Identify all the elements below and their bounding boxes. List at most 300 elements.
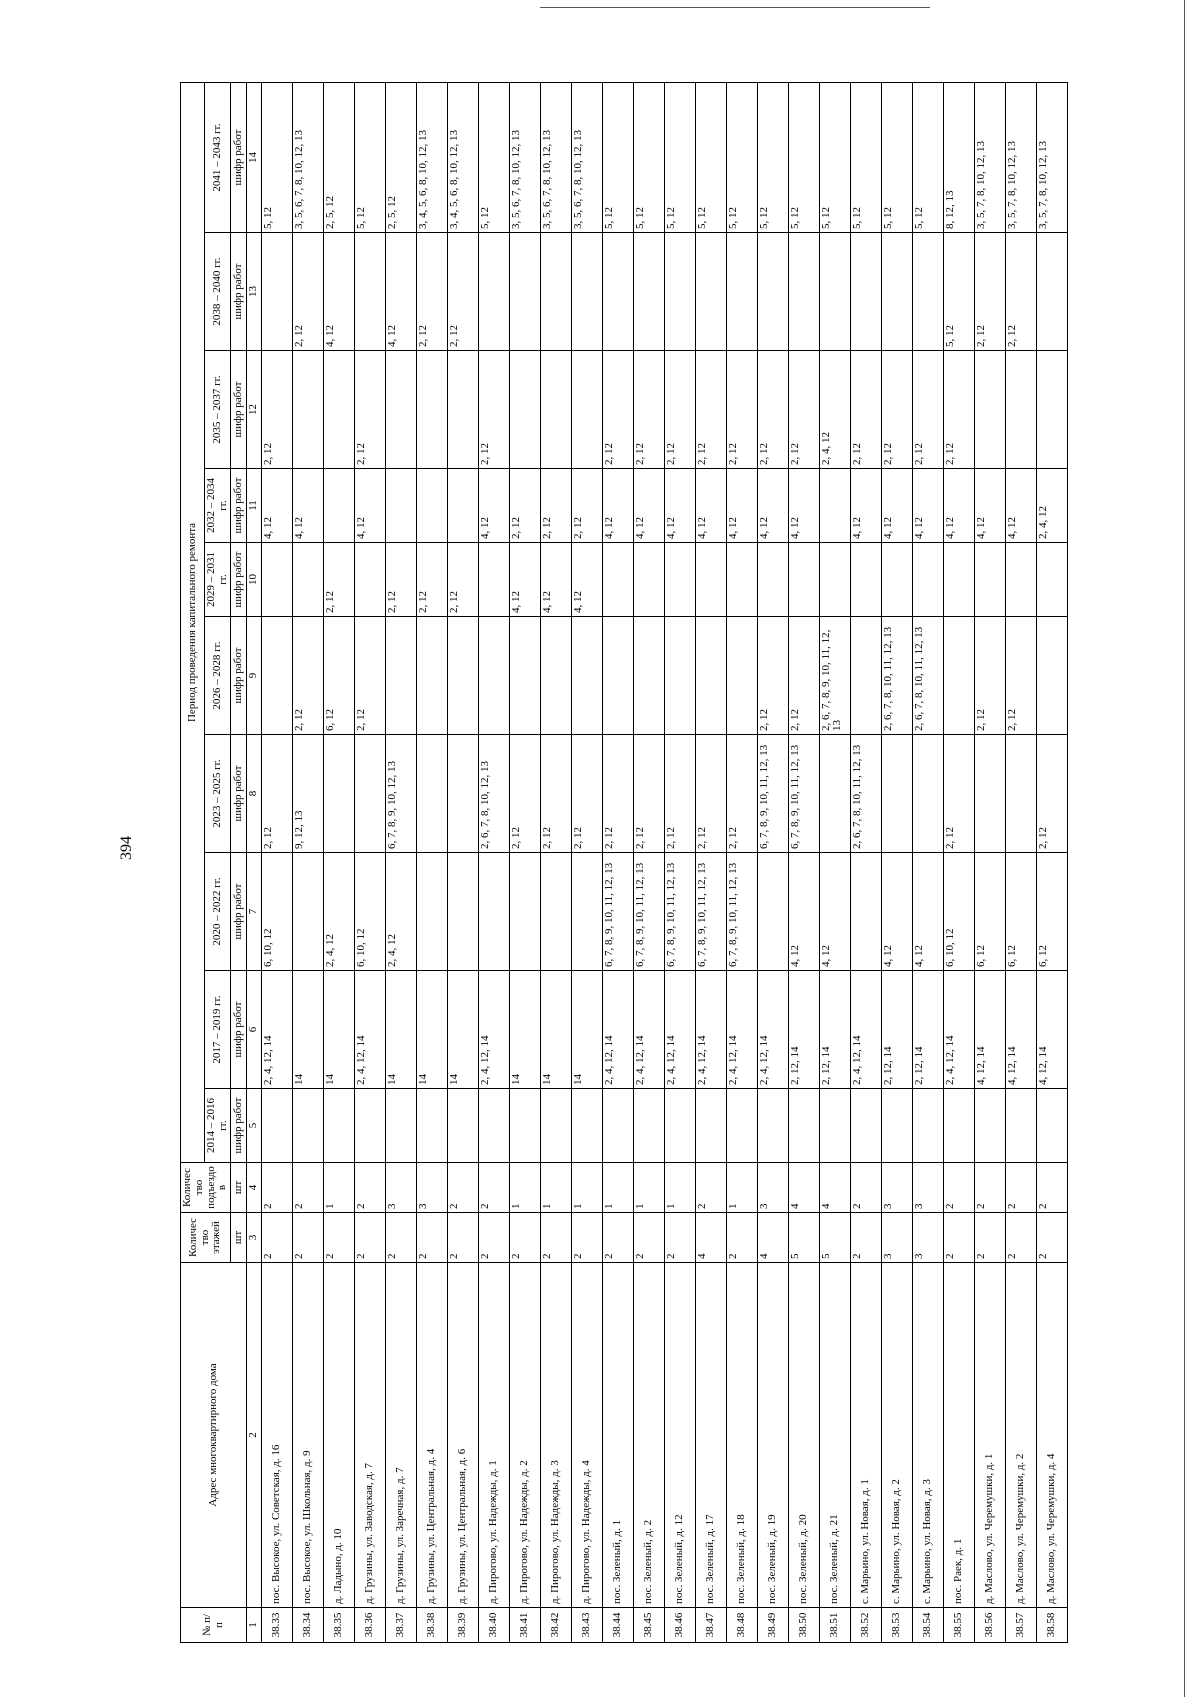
row-cipher-cell: 2, 12 bbox=[292, 233, 323, 351]
row-floors: 3 bbox=[912, 1213, 943, 1263]
row-cipher-cell: 2, 12 bbox=[633, 735, 664, 853]
row-cipher-cell: 4, 12 bbox=[354, 469, 385, 543]
row-floors: 2 bbox=[943, 1213, 974, 1263]
table-row bbox=[943, 82, 974, 1642]
row-cipher-cell: 2, 12 bbox=[292, 617, 323, 735]
row-cipher-cell bbox=[261, 233, 292, 351]
row-entrances: 2 bbox=[292, 1163, 323, 1213]
row-cipher-cell: 2, 12 bbox=[602, 351, 633, 469]
header-cipher-9: шифр работ bbox=[231, 233, 247, 351]
row-cipher-cell: 2, 12 bbox=[602, 735, 633, 853]
row-cipher-cell bbox=[354, 735, 385, 853]
row-cipher-cell bbox=[385, 1089, 416, 1163]
row-cipher-cell: 4, 12 bbox=[664, 469, 695, 543]
header-column-number: 10 bbox=[247, 543, 262, 617]
row-cipher-cell bbox=[912, 1089, 943, 1163]
row-cipher-cell: 2, 12 bbox=[571, 469, 602, 543]
row-cipher-cell bbox=[261, 1089, 292, 1163]
row-entrances: 3 bbox=[385, 1163, 416, 1213]
row-cipher-cell: 3, 5, 6, 7, 8, 10, 12, 13 bbox=[292, 82, 323, 232]
row-cipher-cell bbox=[943, 617, 974, 735]
header-period-1: 2014 – 2016 гг. bbox=[205, 1089, 231, 1163]
row-cipher-cell bbox=[881, 735, 912, 853]
table-row bbox=[602, 82, 633, 1642]
row-cipher-cell bbox=[1005, 351, 1036, 469]
row-cipher-cell bbox=[447, 1089, 478, 1163]
header-column-number: 2 bbox=[247, 1263, 262, 1608]
row-cipher-cell: 4, 12 bbox=[385, 233, 416, 351]
row-cipher-cell: 5, 12 bbox=[819, 82, 850, 232]
header-period-2: 2017 – 2019 гг. bbox=[205, 971, 231, 1089]
row-floors: 2 bbox=[416, 1213, 447, 1263]
row-entrances: 2 bbox=[447, 1163, 478, 1213]
row-floors: 2 bbox=[664, 1213, 695, 1263]
table-row bbox=[819, 82, 850, 1642]
row-cipher-cell: 2, 12 bbox=[757, 351, 788, 469]
row-cipher-cell: 6, 12 bbox=[974, 853, 1005, 971]
row-cipher-cell: 14 bbox=[540, 971, 571, 1089]
row-number: 38.36 bbox=[354, 1608, 385, 1643]
row-entrances: 2 bbox=[261, 1163, 292, 1213]
table-row bbox=[1005, 82, 1036, 1642]
row-cipher-cell: 6, 7, 8, 9, 10, 11, 12, 13 bbox=[695, 853, 726, 971]
row-cipher-cell: 6, 12 bbox=[1036, 853, 1067, 971]
row-cipher-cell: 5, 12 bbox=[757, 82, 788, 232]
row-floors: 5 bbox=[819, 1213, 850, 1263]
row-cipher-cell: 2, 6, 7, 8, 10, 11, 12, 13 bbox=[912, 617, 943, 735]
row-cipher-cell: 2, 4, 12, 14 bbox=[695, 971, 726, 1089]
row-cipher-cell bbox=[571, 853, 602, 971]
row-cipher-cell: 6, 10, 12 bbox=[943, 853, 974, 971]
row-cipher-cell: 2, 12 bbox=[695, 351, 726, 469]
row-cipher-cell: 2, 12 bbox=[695, 735, 726, 853]
row-cipher-cell bbox=[664, 1089, 695, 1163]
row-cipher-cell bbox=[633, 617, 664, 735]
header-column-number: 9 bbox=[247, 617, 262, 735]
row-cipher-cell bbox=[850, 617, 881, 735]
row-cipher-cell bbox=[416, 469, 447, 543]
row-cipher-cell: 2, 4, 12, 14 bbox=[664, 971, 695, 1089]
header-period-10: 2041 – 2043 гг. bbox=[205, 82, 231, 232]
row-address: д. Пирогово, ул. Надежды, д. 3 bbox=[540, 1263, 571, 1608]
row-cipher-cell bbox=[602, 233, 633, 351]
header-entrances-unit: шт bbox=[231, 1163, 247, 1213]
row-cipher-cell: 2, 12 bbox=[385, 543, 416, 617]
row-cipher-cell bbox=[757, 233, 788, 351]
row-cipher-cell: 2, 12 bbox=[726, 735, 757, 853]
row-cipher-cell bbox=[757, 543, 788, 617]
row-cipher-cell bbox=[540, 351, 571, 469]
page-number: 394 bbox=[118, 836, 135, 860]
row-cipher-cell: 6, 7, 8, 9, 10, 12, 13 bbox=[385, 735, 416, 853]
header-period-8: 2035 – 2037 гг. bbox=[205, 351, 231, 469]
row-cipher-cell bbox=[509, 853, 540, 971]
row-cipher-cell: 4, 12 bbox=[323, 233, 354, 351]
table-row bbox=[261, 82, 292, 1642]
row-cipher-cell: 5, 12 bbox=[912, 82, 943, 232]
row-cipher-cell: 6, 7, 8, 9, 10, 11, 12, 13 bbox=[726, 853, 757, 971]
row-address: д. Грузины, ул. Центральная, д. 6 bbox=[447, 1263, 478, 1608]
header-cipher-3: шифр работ bbox=[231, 853, 247, 971]
row-cipher-cell: 14 bbox=[292, 971, 323, 1089]
row-cipher-cell: 2, 12, 14 bbox=[819, 971, 850, 1089]
row-entrances: 3 bbox=[416, 1163, 447, 1213]
row-cipher-cell: 4, 12 bbox=[602, 469, 633, 543]
row-cipher-cell bbox=[478, 617, 509, 735]
row-cipher-cell bbox=[633, 1089, 664, 1163]
row-entrances: 4 bbox=[819, 1163, 850, 1213]
row-cipher-cell bbox=[540, 617, 571, 735]
row-cipher-cell: 2, 4, 12, 14 bbox=[602, 971, 633, 1089]
row-cipher-cell bbox=[881, 1089, 912, 1163]
row-cipher-cell bbox=[478, 853, 509, 971]
row-cipher-cell: 6, 7, 8, 9, 10, 11, 12, 13 bbox=[664, 853, 695, 971]
row-address: д. Грузины, ул. Заречная, д. 7 bbox=[385, 1263, 416, 1608]
row-number: 38.37 bbox=[385, 1608, 416, 1643]
row-floors: 2 bbox=[292, 1213, 323, 1263]
header-entrances: Количество подъездов bbox=[181, 1163, 231, 1213]
row-cipher-cell bbox=[974, 735, 1005, 853]
row-number: 38.44 bbox=[602, 1608, 633, 1643]
table-row bbox=[292, 82, 323, 1642]
row-cipher-cell: 5, 12 bbox=[726, 82, 757, 232]
row-number: 38.46 bbox=[664, 1608, 695, 1643]
row-cipher-cell: 2, 12 bbox=[974, 617, 1005, 735]
table-row bbox=[416, 82, 447, 1642]
row-address: д. Маслово, ул. Черемушки, д. 1 bbox=[974, 1263, 1005, 1608]
row-cipher-cell bbox=[385, 469, 416, 543]
header-number: № п/п bbox=[181, 1608, 247, 1643]
row-cipher-cell bbox=[509, 1089, 540, 1163]
row-cipher-cell: 2, 12 bbox=[943, 735, 974, 853]
header-column-number: 14 bbox=[247, 82, 262, 232]
row-cipher-cell: 2, 4, 12, 14 bbox=[757, 971, 788, 1089]
row-floors: 2 bbox=[478, 1213, 509, 1263]
header-column-number: 11 bbox=[247, 469, 262, 543]
row-cipher-cell bbox=[788, 233, 819, 351]
row-address: с. Марьино, ул. Новая, д. 1 bbox=[850, 1263, 881, 1608]
row-cipher-cell bbox=[819, 735, 850, 853]
rotated-table-container bbox=[180, 83, 1057, 1643]
row-number: 38.58 bbox=[1036, 1608, 1067, 1643]
row-cipher-cell: 4, 12, 14 bbox=[974, 971, 1005, 1089]
row-cipher-cell bbox=[478, 543, 509, 617]
row-cipher-cell: 5, 12 bbox=[478, 82, 509, 232]
row-cipher-cell: 4, 12 bbox=[912, 469, 943, 543]
row-cipher-cell bbox=[850, 1089, 881, 1163]
row-cipher-cell: 2, 12 bbox=[478, 351, 509, 469]
row-cipher-cell: 14 bbox=[571, 971, 602, 1089]
row-cipher-cell: 5, 12 bbox=[602, 82, 633, 232]
row-number: 38.57 bbox=[1005, 1608, 1036, 1643]
table-row bbox=[385, 82, 416, 1642]
row-entrances: 2 bbox=[850, 1163, 881, 1213]
row-floors: 2 bbox=[602, 1213, 633, 1263]
row-cipher-cell: 6, 10, 12 bbox=[261, 853, 292, 971]
header-cipher-8: шифр работ bbox=[231, 351, 247, 469]
row-cipher-cell: 3, 5, 7, 8, 10, 12, 13 bbox=[974, 82, 1005, 232]
header-column-number: 3 bbox=[247, 1213, 262, 1263]
row-number: 38.35 bbox=[323, 1608, 354, 1643]
row-cipher-cell: 8, 12, 13 bbox=[943, 82, 974, 232]
header-column-number: 6 bbox=[247, 971, 262, 1089]
table-row bbox=[850, 82, 881, 1642]
row-cipher-cell bbox=[385, 617, 416, 735]
row-cipher-cell bbox=[788, 543, 819, 617]
row-entrances: 3 bbox=[881, 1163, 912, 1213]
row-cipher-cell bbox=[447, 617, 478, 735]
row-address: д. Грузины, ул. Заводская, д. 7 bbox=[354, 1263, 385, 1608]
row-cipher-cell: 4, 12 bbox=[540, 543, 571, 617]
row-number: 38.51 bbox=[819, 1608, 850, 1643]
row-cipher-cell bbox=[1036, 351, 1067, 469]
header-period: Период проведения капитального ремонта bbox=[181, 82, 205, 1162]
header-column-number: 8 bbox=[247, 735, 262, 853]
row-cipher-cell: 2, 12 bbox=[788, 617, 819, 735]
row-number: 38.48 bbox=[726, 1608, 757, 1643]
table-row bbox=[571, 82, 602, 1642]
row-cipher-cell: 4, 12 bbox=[509, 543, 540, 617]
row-cipher-cell bbox=[1005, 543, 1036, 617]
row-cipher-cell: 2, 12 bbox=[540, 469, 571, 543]
header-period-7: 2032 – 2034 гг. bbox=[205, 469, 231, 543]
row-cipher-cell: 6, 7, 8, 9, 10, 11, 12, 13 bbox=[788, 735, 819, 853]
header-period-3: 2020 – 2022 гг. bbox=[205, 853, 231, 971]
row-cipher-cell bbox=[416, 853, 447, 971]
header-floors: Количество этажей bbox=[181, 1213, 231, 1263]
header-cipher-6: шифр работ bbox=[231, 543, 247, 617]
row-cipher-cell: 2, 12 bbox=[261, 351, 292, 469]
header-period-9: 2038 – 2040 гг. bbox=[205, 233, 231, 351]
row-floors: 4 bbox=[695, 1213, 726, 1263]
row-cipher-cell: 6, 12 bbox=[323, 617, 354, 735]
row-cipher-cell: 4, 12 bbox=[912, 853, 943, 971]
row-cipher-cell: 2, 5, 12 bbox=[385, 82, 416, 232]
row-cipher-cell bbox=[819, 469, 850, 543]
row-entrances: 1 bbox=[633, 1163, 664, 1213]
table-row bbox=[1036, 82, 1067, 1642]
header-cipher-10: шифр работ bbox=[231, 82, 247, 232]
row-cipher-cell bbox=[292, 543, 323, 617]
row-address: д. Маслово, ул. Черемушки, д. 2 bbox=[1005, 1263, 1036, 1608]
row-cipher-cell: 4, 12 bbox=[292, 469, 323, 543]
row-cipher-cell: 4, 12 bbox=[633, 469, 664, 543]
header-period-6: 2029 – 2031 гг. bbox=[205, 543, 231, 617]
row-address: пос. Зеленый, д. 12 bbox=[664, 1263, 695, 1608]
row-cipher-cell: 6, 10, 12 bbox=[354, 853, 385, 971]
row-number: 38.52 bbox=[850, 1608, 881, 1643]
row-cipher-cell bbox=[571, 617, 602, 735]
row-cipher-cell bbox=[695, 233, 726, 351]
row-cipher-cell bbox=[571, 233, 602, 351]
header-period-4: 2023 – 2025 гг. bbox=[205, 735, 231, 853]
row-cipher-cell bbox=[850, 853, 881, 971]
scan-edge-line bbox=[540, 7, 930, 8]
row-cipher-cell: 5, 12 bbox=[788, 82, 819, 232]
header-cipher-5: шифр работ bbox=[231, 617, 247, 735]
row-floors: 2 bbox=[974, 1213, 1005, 1263]
row-cipher-cell: 2, 12 bbox=[261, 735, 292, 853]
row-cipher-cell: 2, 6, 7, 8, 10, 12, 13 bbox=[478, 735, 509, 853]
row-cipher-cell: 5, 12 bbox=[664, 82, 695, 232]
table-row bbox=[540, 82, 571, 1642]
row-cipher-cell bbox=[850, 233, 881, 351]
row-cipher-cell bbox=[943, 543, 974, 617]
row-cipher-cell: 14 bbox=[447, 971, 478, 1089]
row-cipher-cell: 6, 7, 8, 9, 10, 11, 12, 13 bbox=[757, 735, 788, 853]
row-cipher-cell bbox=[726, 233, 757, 351]
row-entrances: 1 bbox=[571, 1163, 602, 1213]
row-cipher-cell bbox=[850, 543, 881, 617]
row-cipher-cell: 2, 12 bbox=[726, 351, 757, 469]
row-cipher-cell: 4, 12 bbox=[788, 469, 819, 543]
row-cipher-cell bbox=[385, 351, 416, 469]
header-column-number: 5 bbox=[247, 1089, 262, 1163]
row-cipher-cell: 2, 4, 12 bbox=[819, 351, 850, 469]
row-cipher-cell: 2, 12 bbox=[509, 469, 540, 543]
row-cipher-cell: 4, 12 bbox=[881, 469, 912, 543]
row-cipher-cell: 2, 4, 12 bbox=[1036, 469, 1067, 543]
row-cipher-cell bbox=[261, 543, 292, 617]
row-cipher-cell: 2, 12 bbox=[1005, 617, 1036, 735]
row-number: 38.54 bbox=[912, 1608, 943, 1643]
row-cipher-cell: 14 bbox=[385, 971, 416, 1089]
row-cipher-cell: 4, 12 bbox=[819, 853, 850, 971]
header-floors-unit: шт bbox=[231, 1213, 247, 1263]
row-cipher-cell bbox=[261, 617, 292, 735]
row-entrances: 2 bbox=[1036, 1163, 1067, 1213]
row-cipher-cell: 3, 5, 6, 7, 8, 10, 12, 13 bbox=[540, 82, 571, 232]
row-cipher-cell: 6, 7, 8, 9, 10, 11, 12, 13 bbox=[633, 853, 664, 971]
row-cipher-cell: 2, 12, 14 bbox=[912, 971, 943, 1089]
row-cipher-cell bbox=[416, 1089, 447, 1163]
row-cipher-cell: 2, 4, 12, 14 bbox=[850, 971, 881, 1089]
row-floors: 4 bbox=[757, 1213, 788, 1263]
row-cipher-cell: 4, 12 bbox=[726, 469, 757, 543]
row-cipher-cell: 2, 12 bbox=[447, 543, 478, 617]
row-cipher-cell: 4, 12 bbox=[850, 469, 881, 543]
row-address: д. Ладыно, д. 10 bbox=[323, 1263, 354, 1608]
row-floors: 2 bbox=[323, 1213, 354, 1263]
row-cipher-cell: 2, 12 bbox=[354, 351, 385, 469]
row-address: с. Марьино, ул. Новая, д. 2 bbox=[881, 1263, 912, 1608]
table-row bbox=[881, 82, 912, 1642]
row-cipher-cell: 2, 4, 12, 14 bbox=[261, 971, 292, 1089]
row-address: пос. Зеленый, д. 18 bbox=[726, 1263, 757, 1608]
row-cipher-cell bbox=[540, 1089, 571, 1163]
row-entrances: 1 bbox=[664, 1163, 695, 1213]
row-cipher-cell: 2, 12 bbox=[633, 351, 664, 469]
row-floors: 2 bbox=[1005, 1213, 1036, 1263]
row-cipher-cell bbox=[1036, 1089, 1067, 1163]
row-number: 38.41 bbox=[509, 1608, 540, 1643]
row-cipher-cell bbox=[571, 351, 602, 469]
row-cipher-cell bbox=[757, 1089, 788, 1163]
row-cipher-cell bbox=[416, 735, 447, 853]
row-cipher-cell bbox=[974, 543, 1005, 617]
row-cipher-cell bbox=[509, 617, 540, 735]
row-cipher-cell: 5, 12 bbox=[633, 82, 664, 232]
table-row bbox=[757, 82, 788, 1642]
row-cipher-cell: 2, 4, 12, 14 bbox=[943, 971, 974, 1089]
row-cipher-cell: 2, 4, 12, 14 bbox=[633, 971, 664, 1089]
row-cipher-cell bbox=[323, 735, 354, 853]
row-address: пос. Зеленый, д. 20 bbox=[788, 1263, 819, 1608]
row-number: 38.39 bbox=[447, 1608, 478, 1643]
row-address: с. Марьино, ул. Новая, д. 3 bbox=[912, 1263, 943, 1608]
row-floors: 2 bbox=[540, 1213, 571, 1263]
row-cipher-cell bbox=[974, 351, 1005, 469]
row-cipher-cell bbox=[602, 543, 633, 617]
row-cipher-cell bbox=[1005, 1089, 1036, 1163]
row-entrances: 2 bbox=[695, 1163, 726, 1213]
row-cipher-cell bbox=[695, 543, 726, 617]
row-cipher-cell: 4, 12 bbox=[943, 469, 974, 543]
row-address: пос. Зеленый, д. 17 bbox=[695, 1263, 726, 1608]
row-cipher-cell bbox=[943, 1089, 974, 1163]
row-cipher-cell: 3, 4, 5, 6, 8, 10, 12, 13 bbox=[447, 82, 478, 232]
row-address: д. Пирогово, ул. Надежды, д. 1 bbox=[478, 1263, 509, 1608]
row-address: пос. Зеленый, д. 2 bbox=[633, 1263, 664, 1608]
row-cipher-cell bbox=[447, 853, 478, 971]
header-cipher-4: шифр работ bbox=[231, 735, 247, 853]
row-cipher-cell bbox=[602, 617, 633, 735]
header-cipher-1: шифр работ bbox=[231, 1089, 247, 1163]
row-cipher-cell bbox=[757, 853, 788, 971]
row-address: пос. Зеленый, д. 21 bbox=[819, 1263, 850, 1608]
row-cipher-cell: 2, 12 bbox=[757, 617, 788, 735]
row-cipher-cell: 4, 12 bbox=[571, 543, 602, 617]
row-cipher-cell: 3, 5, 6, 7, 8, 10, 12, 13 bbox=[571, 82, 602, 232]
row-number: 38.53 bbox=[881, 1608, 912, 1643]
row-cipher-cell bbox=[664, 543, 695, 617]
row-cipher-cell: 4, 12 bbox=[974, 469, 1005, 543]
row-cipher-cell: 2, 12 bbox=[1036, 735, 1067, 853]
row-cipher-cell: 3, 5, 7, 8, 10, 12, 13 bbox=[1036, 82, 1067, 232]
row-cipher-cell bbox=[292, 351, 323, 469]
row-cipher-cell: 2, 12 bbox=[416, 233, 447, 351]
row-number: 38.42 bbox=[540, 1608, 571, 1643]
table-row bbox=[788, 82, 819, 1642]
header-column-number: 7 bbox=[247, 853, 262, 971]
row-entrances: 1 bbox=[726, 1163, 757, 1213]
row-cipher-cell: 2, 12 bbox=[943, 351, 974, 469]
row-cipher-cell: 2, 12 bbox=[881, 351, 912, 469]
row-address: д. Маслово, ул. Черемушки, д. 4 bbox=[1036, 1263, 1067, 1608]
row-cipher-cell bbox=[447, 469, 478, 543]
row-floors: 2 bbox=[385, 1213, 416, 1263]
row-entrances: 2 bbox=[354, 1163, 385, 1213]
row-cipher-cell bbox=[540, 233, 571, 351]
capital-repair-schedule-table bbox=[180, 82, 1068, 1643]
row-cipher-cell: 2, 12, 14 bbox=[881, 971, 912, 1089]
row-number: 38.34 bbox=[292, 1608, 323, 1643]
row-cipher-cell: 4, 12 bbox=[881, 853, 912, 971]
table-row bbox=[447, 82, 478, 1642]
row-address: д. Пирогово, ул. Надежды, д. 2 bbox=[509, 1263, 540, 1608]
row-cipher-cell bbox=[695, 1089, 726, 1163]
row-cipher-cell: 2, 6, 7, 8, 10, 11, 12, 13 bbox=[850, 735, 881, 853]
row-cipher-cell: 4, 12, 14 bbox=[1005, 971, 1036, 1089]
row-cipher-cell bbox=[912, 735, 943, 853]
row-cipher-cell bbox=[602, 1089, 633, 1163]
row-number: 38.38 bbox=[416, 1608, 447, 1643]
header-period-5: 2026 – 2028 гг. bbox=[205, 617, 231, 735]
row-cipher-cell: 2, 12 bbox=[1005, 233, 1036, 351]
row-cipher-cell: 4, 12 bbox=[261, 469, 292, 543]
row-entrances: 2 bbox=[943, 1163, 974, 1213]
row-number: 38.47 bbox=[695, 1608, 726, 1643]
